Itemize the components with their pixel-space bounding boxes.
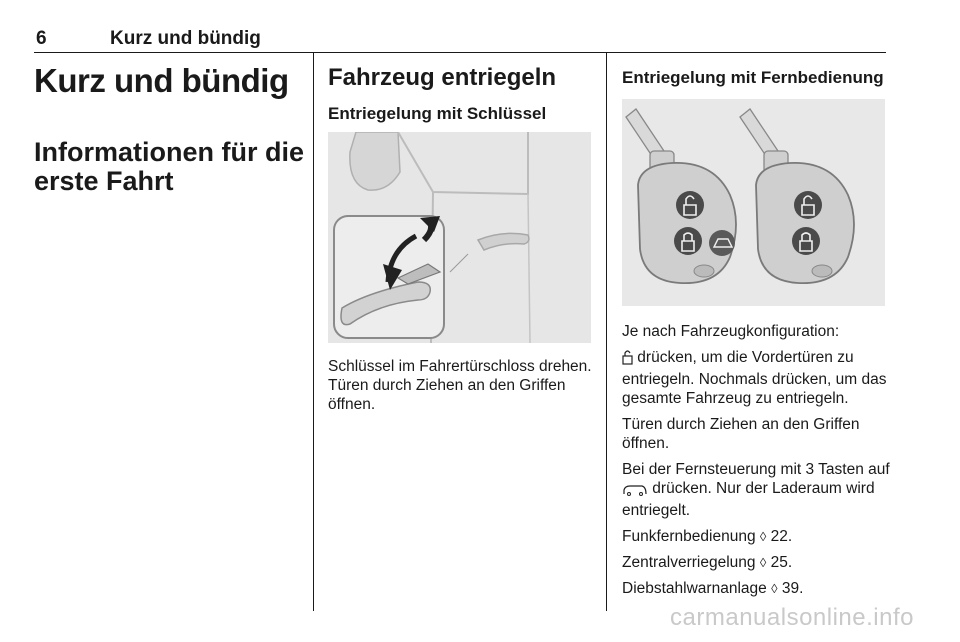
cross-ref[interactable]: Funkfernbedienung ◊ 22.: [622, 528, 793, 545]
watermark: carmanualsonline.info: [670, 604, 914, 631]
cross-ref[interactable]: Diebstahlwarnanlage ◊ 39.: [622, 580, 804, 597]
section-title-unlock: Fahrzeug entriegeln: [328, 64, 557, 91]
key-unlock-text: Schlüssel im Fahrertürschloss drehen. Türen durch Ziehen an den Griffen öffnen.: [328, 358, 592, 413]
van-rear-icon: [622, 482, 648, 501]
reference-arrow-icon: ◊: [771, 581, 778, 596]
remote-keys-illustration: [622, 99, 885, 306]
reference-arrow-icon: ◊: [759, 555, 767, 570]
cargo-instruction: Bei der Fernsteuerung mit 3 Tasten auf drücken. Nur der Laderaum wird entriegelt.: [622, 461, 890, 519]
running-header: Kurz und bündig: [110, 28, 261, 49]
padlock-open-icon: [622, 349, 633, 370]
subheading-remote-unlock: Entriegelung mit Fernbedienung: [622, 68, 884, 87]
subheading-key-unlock: Entriegelung mit Schlüssel: [328, 104, 547, 123]
door-handle-illustration: [328, 132, 591, 343]
door-handle-instruction: Türen durch Ziehen an den Griffen öffnen.: [622, 416, 860, 452]
reference-arrow-icon: ◊: [759, 529, 767, 544]
unlock-instruction: [622, 348, 892, 408]
cross-ref[interactable]: Zentralverriegelung ◊ 25.: [622, 554, 793, 571]
section-heading: Informationen für die erste Fahrt: [34, 137, 304, 196]
column-divider-2: [606, 53, 607, 611]
page-number: 6: [36, 28, 47, 49]
header-rule: [34, 52, 886, 53]
remote-unlock-text: [622, 322, 892, 605]
config-intro: Je nach Fahrzeugkonfiguration:: [622, 323, 840, 340]
column-divider-1: [313, 53, 314, 611]
chapter-heading: Kurz und bündig: [34, 62, 289, 99]
unlock-instruction-text: drücken, um die Vordertüren zu entriegeln. Nochmals drücken, um das gesamte Fahrzeug zu entriegeln.: [622, 349, 887, 407]
